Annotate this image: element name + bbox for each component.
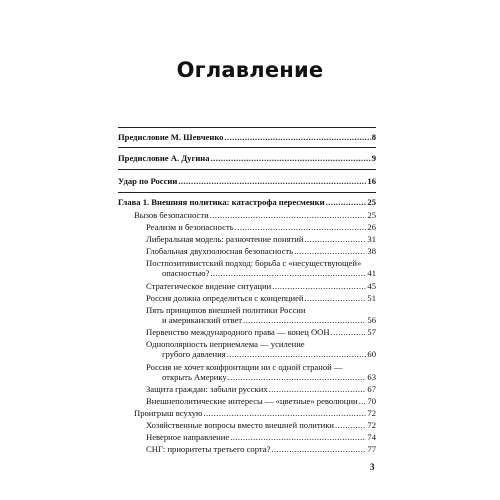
- toc-entry-page: 26: [367, 222, 376, 232]
- toc-entry-line1[interactable]: Пять принципов внешней политики России: [146, 305, 306, 315]
- toc-entry[interactable]: [146, 234, 376, 244]
- toc-entry[interactable]: [118, 153, 376, 163]
- page-title: Оглавление: [176, 58, 324, 82]
- toc-entry[interactable]: [134, 408, 376, 418]
- toc-entry[interactable]: [146, 384, 376, 394]
- leader-dots: [230, 432, 366, 442]
- leader-dots: [335, 420, 366, 430]
- leader-dots: [227, 349, 367, 359]
- toc-entry-page: 38: [367, 246, 376, 256]
- toc-entry-page: 74: [367, 432, 376, 442]
- leader-dots: [304, 234, 366, 244]
- toc-entry-page: 25: [367, 197, 376, 207]
- toc-entry-page: 72: [367, 408, 376, 418]
- toc-entry-line1[interactable]: Однополярность неприемлема — усиление: [146, 339, 305, 349]
- toc-entry-page: 51: [367, 293, 376, 303]
- toc-entry-title: Вызов безопасности: [134, 210, 209, 220]
- toc-entry-title: Стратегическое видение ситуации: [146, 281, 272, 291]
- page-number: 3: [370, 462, 375, 472]
- leader-dots: [210, 210, 367, 220]
- toc-entry-title: Проигрыш всухую: [134, 408, 203, 418]
- toc-entry[interactable]: [118, 197, 376, 207]
- toc-entry-title: Внешнеполитические интересы — «цветные» революции: [146, 396, 358, 406]
- toc-entry-page: 25: [367, 210, 376, 220]
- toc-entry-title: Хозяйственные вопросы вместо внешней политики: [146, 420, 335, 430]
- leader-dots: [228, 372, 367, 382]
- toc-entry-page: 77: [367, 444, 376, 454]
- toc-entry[interactable]: [146, 293, 376, 303]
- toc-entry[interactable]: [146, 420, 376, 430]
- toc-entry-page: 8: [371, 132, 376, 142]
- toc-entry-page: 70: [367, 396, 376, 406]
- toc-entry[interactable]: [146, 432, 376, 442]
- toc-entry[interactable]: [118, 176, 376, 186]
- leader-dots: [269, 384, 367, 394]
- toc-entry[interactable]: [162, 349, 376, 359]
- toc-entry[interactable]: [146, 281, 376, 291]
- toc-entry-page: 60: [367, 349, 376, 359]
- toc-entry[interactable]: [162, 315, 376, 325]
- leader-dots: [271, 444, 366, 454]
- toc-entry[interactable]: [146, 246, 376, 256]
- rule-top: [118, 127, 376, 128]
- toc-entry[interactable]: [146, 444, 376, 454]
- rule-separator: [118, 192, 376, 193]
- leader-dots: [210, 268, 366, 278]
- leader-dots: [203, 408, 366, 418]
- toc-entry-page: 31: [367, 234, 376, 244]
- toc-entry-page: 9: [371, 153, 376, 163]
- toc-entry[interactable]: [162, 268, 376, 278]
- toc-entry-title: Удар по России: [118, 176, 178, 186]
- toc-entry-title: Предисловие А. Дугина: [118, 153, 210, 163]
- toc-entry-page: 16: [367, 176, 376, 186]
- toc-entry[interactable]: [146, 396, 376, 406]
- toc-entry-title: Либеральная модель: разночтение понятий: [146, 234, 304, 244]
- toc-entry[interactable]: [162, 372, 376, 382]
- rule-separator: [118, 147, 376, 148]
- leader-dots: [211, 153, 371, 163]
- toc-entry[interactable]: [134, 210, 376, 220]
- toc-entry-page: 57: [367, 327, 376, 337]
- leader-dots: [359, 396, 367, 406]
- toc-entry-title: СНГ: приоритеты третьего сорта?: [146, 444, 271, 454]
- toc-entry-title: Глобальная двухполюсная безопасность: [146, 246, 294, 256]
- toc-entry-page: 72: [367, 420, 376, 430]
- toc-entry-title: открыть Америку: [162, 372, 227, 382]
- toc-entry-title: Защита граждан: забыли русских: [146, 384, 268, 394]
- leader-dots: [305, 293, 367, 303]
- leader-dots: [272, 281, 366, 291]
- toc-entry-line1[interactable]: Постпозитивистский подход: борьба с «несуществующей»: [146, 258, 362, 268]
- toc-entry-title: Россия должна определиться с концепцией: [146, 293, 304, 303]
- toc-entry-title: Предисловие М. Шевченко: [118, 132, 224, 142]
- toc-entry[interactable]: [146, 327, 376, 337]
- toc-entry-page: 67: [367, 384, 376, 394]
- toc-entry-title: Первенство международного права — конец ООН: [146, 327, 330, 337]
- toc-entry-title: опасностью?: [162, 268, 210, 278]
- leader-dots: [178, 176, 366, 186]
- leader-dots: [331, 327, 367, 337]
- rule-separator: [118, 169, 376, 170]
- toc-entry-title: Реализм и безопасность: [146, 222, 234, 232]
- leader-dots: [294, 246, 366, 256]
- toc-entry-page: 56: [367, 315, 376, 325]
- leader-dots: [326, 197, 367, 207]
- toc-entry-title: грубого давления: [162, 349, 226, 359]
- toc-entry-line1[interactable]: Россия не хочет конфронтации ни с одной страной —: [146, 362, 343, 372]
- toc-entry-page: 45: [367, 281, 376, 291]
- toc-entry-title: Неверное направление: [146, 432, 230, 442]
- leader-dots: [235, 222, 367, 232]
- leader-dots: [243, 315, 366, 325]
- toc-entry-page: 63: [367, 372, 376, 382]
- leader-dots: [224, 132, 370, 142]
- toc-entry[interactable]: [146, 222, 376, 232]
- toc-entry-page: 41: [367, 268, 376, 278]
- toc-entry-title: и американский ответ: [162, 315, 243, 325]
- toc-entry[interactable]: [118, 132, 376, 142]
- toc-entry-title: Глава 1. Внешняя политика: катастрофа пересменки: [118, 197, 325, 207]
